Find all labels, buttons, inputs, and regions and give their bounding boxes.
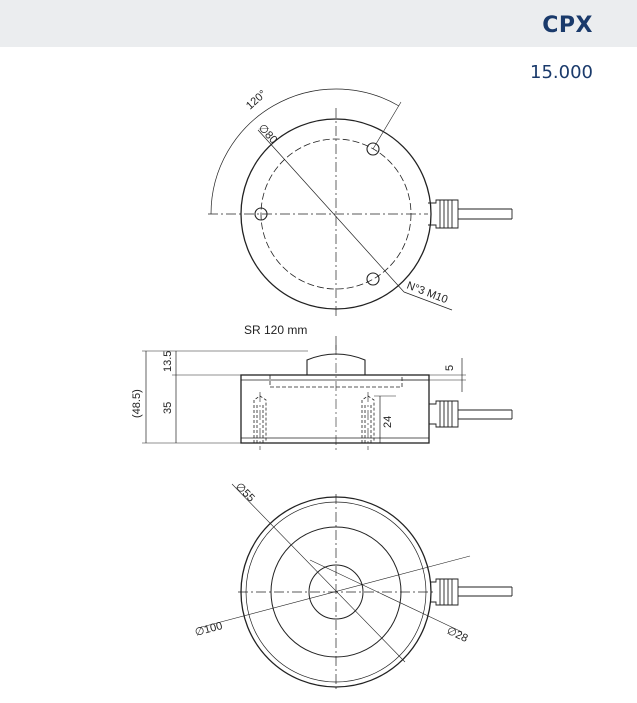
sphere-radius-label: SR 120 mm (244, 323, 308, 337)
model-title: CPX (542, 13, 593, 38)
body-height-label: 35 (162, 401, 174, 414)
diameter-dim-line (310, 560, 462, 632)
center-diameter-label: ∅28 (444, 624, 470, 645)
recess-label: 5 (444, 364, 456, 371)
angle-extension-line (373, 102, 401, 149)
side-view (131, 323, 512, 452)
mounting-hole (367, 273, 379, 285)
body-profile (241, 375, 429, 443)
cable-connector (428, 200, 512, 228)
top-view (208, 88, 512, 316)
bolt-circle-dim-line (258, 130, 404, 292)
angle-arc (211, 89, 399, 214)
bolt-circle-label: ∅80 (255, 121, 280, 147)
holes-label: N°3 M10 (404, 279, 450, 307)
dome-height-label: 13.5 (162, 350, 174, 372)
total-height-label: (48.5) (131, 389, 143, 418)
diameter-dim-line (232, 484, 405, 662)
hidden-threaded-holes (254, 396, 374, 443)
bottom-view (194, 481, 512, 690)
bottom-cable-connector (431, 579, 512, 605)
inner-diameter-label: ∅55 (232, 480, 257, 505)
outer-diameter-label: ∅100 (193, 620, 224, 639)
thread-depth-label: 24 (382, 415, 394, 428)
side-cable-connector (429, 401, 512, 427)
angle-label: 120° (243, 88, 269, 113)
capacity-value: 15.000 (530, 62, 593, 83)
